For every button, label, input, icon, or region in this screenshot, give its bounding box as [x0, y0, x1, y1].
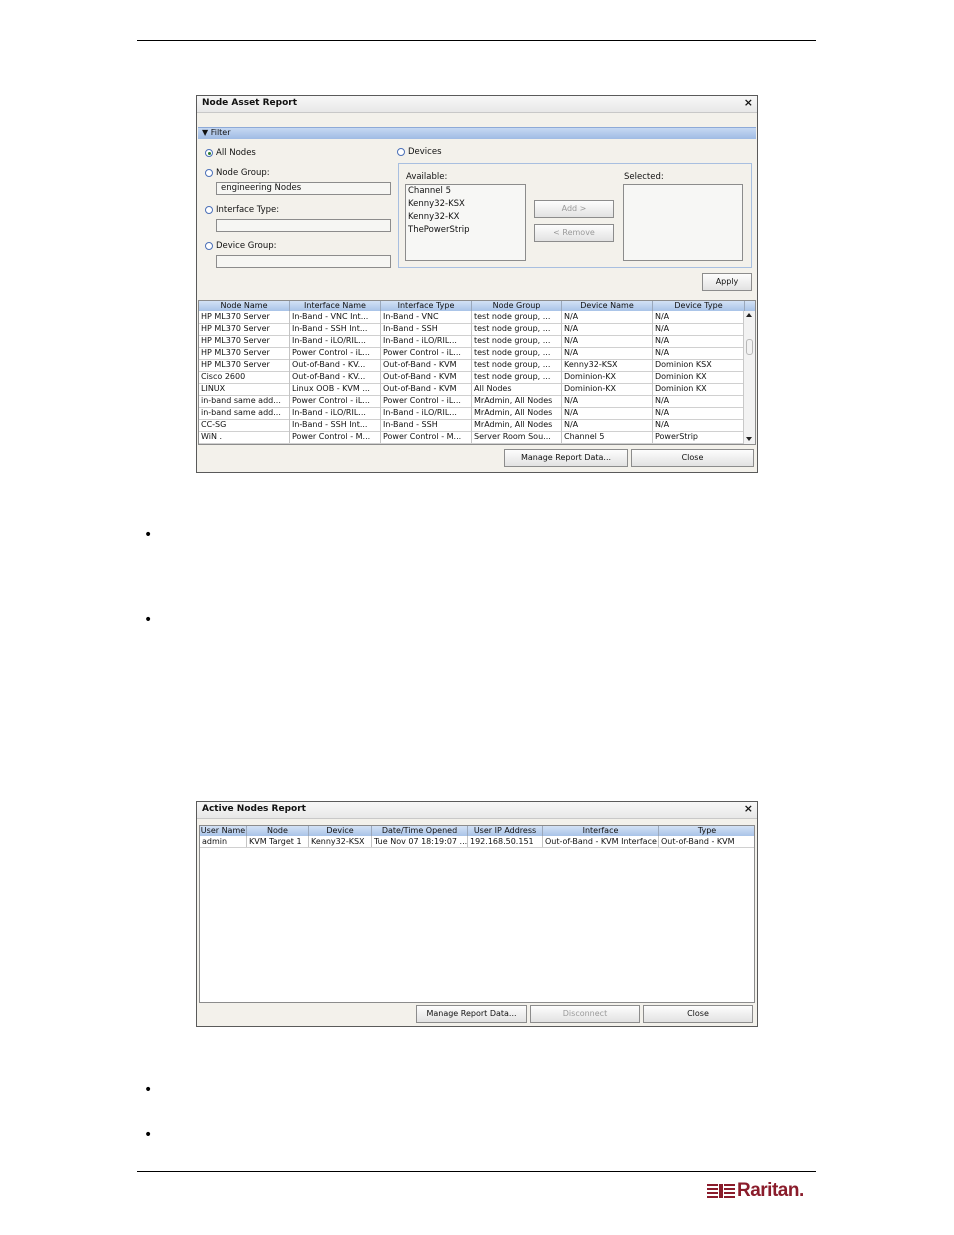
devices-radio[interactable] — [397, 148, 405, 156]
table-cell: In-Band - VNC Int... — [290, 311, 381, 323]
table-cell: HP ML370 Server — [199, 323, 290, 335]
table-cell: Power Control - iL... — [381, 395, 472, 407]
column-header[interactable]: Date/Time Opened — [372, 826, 468, 836]
dialog-title-bar — [197, 96, 757, 113]
table-cell: Power Control - iL... — [290, 395, 381, 407]
table-cell: Out-of-Band - KV... — [290, 371, 381, 383]
column-header[interactable]: User IP Address — [468, 826, 543, 836]
manage-report-data-button[interactable]: Manage Report Data... — [416, 1005, 527, 1023]
close-icon[interactable]: × — [743, 802, 753, 815]
table-cell: N/A — [562, 347, 653, 359]
node-group-field[interactable]: engineering Nodes — [216, 182, 391, 195]
table-cell: Linux OOB - KVM ... — [290, 383, 381, 395]
list-item[interactable]: Kenny32-KSX — [408, 199, 465, 209]
bullet: • — [144, 1082, 153, 1098]
all-nodes-radio[interactable] — [205, 149, 213, 157]
remove-button[interactable]: < Remove — [534, 224, 614, 242]
table-cell: Power Control - iL... — [290, 347, 381, 359]
table-cell: N/A — [653, 347, 745, 359]
dialog-title: Active Nodes Report — [202, 804, 306, 814]
column-header[interactable]: Device — [309, 826, 372, 836]
table-cell: MrAdmin, All Nodes — [472, 419, 562, 431]
close-button[interactable]: Close — [631, 449, 754, 467]
dialog-title-bar — [197, 802, 757, 819]
table-cell: Kenny32-KSX — [309, 836, 372, 847]
column-header[interactable]: Type — [659, 826, 755, 836]
available-label: Available: — [406, 172, 448, 182]
table-cell: N/A — [562, 395, 653, 407]
table-cell: HP ML370 Server — [199, 359, 290, 371]
scroll-thumb-grip-icon[interactable] — [746, 339, 753, 355]
list-item[interactable]: Channel 5 — [408, 186, 452, 196]
table-cell: test node group, ... — [472, 323, 562, 335]
table-cell: LINUX — [199, 383, 290, 395]
table-cell: in-band same add... — [199, 407, 290, 419]
table-cell: In-Band - SSH Int... — [290, 323, 381, 335]
column-header[interactable]: User Name — [200, 826, 246, 835]
raritan-logo-icon — [707, 1184, 735, 1198]
node-asset-report-dialog — [196, 95, 758, 473]
filter-label: ▼ Filter — [202, 128, 231, 137]
table-cell: N/A — [653, 311, 745, 323]
manage-report-data-button[interactable]: Manage Report Data... — [504, 449, 628, 467]
table-cell: Dominion-KX — [562, 383, 653, 395]
node-asset-table — [198, 300, 756, 445]
bullet: • — [144, 527, 153, 543]
table-cell: In-Band - iLO/RIL... — [381, 407, 472, 419]
node-group-label: Node Group: — [216, 168, 270, 178]
table-cell: Channel 5 — [562, 431, 653, 443]
column-header[interactable]: Node Group — [472, 301, 562, 311]
add-button[interactable]: Add > — [534, 200, 614, 218]
table-cell: Out-of-Band - KVM — [659, 836, 755, 847]
table-cell: HP ML370 Server — [199, 335, 290, 347]
table-cell: Dominion-KX — [562, 371, 653, 383]
column-header[interactable]: Node Name — [199, 301, 290, 311]
table-cell: test node group, ... — [472, 335, 562, 347]
table-cell: test node group, ... — [472, 311, 562, 323]
table-cell: Dominion KX — [653, 371, 745, 383]
table-cell: N/A — [562, 311, 653, 323]
table-cell: N/A — [562, 407, 653, 419]
column-header[interactable]: Device Name — [562, 301, 653, 311]
dialog-title: Node Asset Report — [202, 98, 298, 108]
node-group-radio[interactable] — [205, 169, 213, 177]
table-cell: PowerStrip — [653, 431, 745, 443]
table-cell: 192.168.50.151 — [468, 836, 543, 847]
column-header[interactable]: Interface Type — [381, 301, 472, 311]
table-cell: HP ML370 Server — [199, 311, 290, 323]
table-cell: Cisco 2600 — [199, 371, 290, 383]
devices-label: Devices — [408, 147, 442, 157]
all-nodes-label: All Nodes — [216, 148, 256, 158]
table-row[interactable] — [200, 836, 754, 848]
table-cell: N/A — [653, 395, 745, 407]
table-cell: KVM Target 1 — [247, 836, 309, 847]
bullet: • — [144, 1127, 153, 1143]
table-cell: N/A — [562, 323, 653, 335]
table-cell: In-Band - iLO/RIL... — [290, 335, 381, 347]
filter-section-header[interactable] — [198, 127, 756, 139]
table-cell: WiN . — [199, 431, 290, 443]
raritan-logo-text: Raritan. — [737, 1180, 804, 1201]
column-header[interactable]: Interface Name — [290, 301, 381, 311]
table-cell: Dominion KSX — [653, 359, 745, 371]
available-list[interactable] — [405, 184, 526, 261]
table-cell: Out-of-Band - KVM — [381, 359, 472, 371]
table-header — [200, 826, 754, 836]
table-cell: Server Room Sou... — [472, 431, 562, 443]
list-item[interactable]: ThePowerStrip — [408, 225, 470, 235]
list-item[interactable]: Kenny32-KX — [408, 212, 460, 222]
table-cell: N/A — [562, 335, 653, 347]
column-header[interactable]: Device Type — [653, 301, 745, 311]
table-cell: admin — [200, 836, 247, 847]
table-cell: Dominion KX — [653, 383, 745, 395]
table-cell: In-Band - VNC — [381, 311, 472, 323]
table-cell: CC-SG — [199, 419, 290, 431]
scroll-up-icon[interactable] — [746, 313, 752, 317]
footer-rule — [137, 1171, 816, 1172]
table-cell: HP ML370 Server — [199, 347, 290, 359]
table-cell: Power Control - M... — [290, 431, 381, 443]
scroll-down-icon[interactable] — [746, 437, 752, 441]
device-group-field[interactable] — [216, 255, 391, 268]
table-cell: N/A — [562, 419, 653, 431]
table-cell: in-band same add... — [199, 395, 290, 407]
active-nodes-report-dialog — [196, 801, 758, 1027]
table-cell: In-Band - iLO/RIL... — [381, 335, 472, 347]
close-button[interactable]: Close — [643, 1005, 753, 1023]
interface-type-field[interactable] — [216, 219, 391, 232]
table-row[interactable] — [199, 431, 755, 444]
table-cell: In-Band - iLO/RIL... — [290, 407, 381, 419]
table-cell: N/A — [653, 419, 745, 431]
disconnect-button[interactable]: Disconnect — [530, 1005, 640, 1023]
close-icon[interactable]: × — [743, 96, 753, 109]
table-cell: Out-of-Band - KVM — [381, 383, 472, 395]
table-cell: Out-of-Band - KVM Interface — [543, 836, 659, 847]
table-cell: Tue Nov 07 18:19:07 ... — [374, 837, 468, 846]
table-cell: test node group, ... — [472, 371, 562, 383]
table-cell: Kenny32-KSX — [562, 359, 653, 371]
table-header — [199, 301, 755, 311]
selected-list[interactable] — [623, 184, 743, 261]
active-nodes-table — [199, 825, 755, 1003]
table-cell: Power Control - M... — [381, 431, 472, 443]
device-group-label: Device Group: — [216, 241, 277, 251]
apply-button[interactable]: Apply — [702, 273, 752, 291]
table-cell: MrAdmin, All Nodes — [472, 395, 562, 407]
table-cell: Out-of-Band - KVM — [381, 371, 472, 383]
column-header[interactable]: Interface — [543, 826, 659, 836]
selected-label: Selected: — [624, 172, 664, 182]
table-cell: In-Band - SSH — [381, 323, 472, 335]
column-header[interactable]: Node — [247, 826, 309, 836]
table-cell: MrAdmin, All Nodes — [472, 407, 562, 419]
table-cell: Out-of-Band - KV... — [290, 359, 381, 371]
table-cell: Power Control - iL... — [381, 347, 472, 359]
interface-type-label: Interface Type: — [216, 205, 280, 215]
table-cell: test node group, ... — [472, 359, 562, 371]
vertical-scrollbar[interactable] — [743, 311, 755, 444]
device-group-radio[interactable] — [205, 242, 213, 250]
table-cell: N/A — [653, 323, 745, 335]
table-cell: In-Band - SSH — [381, 419, 472, 431]
table-cell: All Nodes — [472, 383, 562, 395]
table-cell: test node group, ... — [472, 347, 562, 359]
table-cell: N/A — [653, 407, 745, 419]
interface-type-radio[interactable] — [205, 206, 213, 214]
header-rule — [137, 40, 816, 41]
bullet: • — [144, 612, 153, 628]
table-cell: N/A — [653, 335, 745, 347]
table-cell: In-Band - SSH Int... — [290, 419, 381, 431]
